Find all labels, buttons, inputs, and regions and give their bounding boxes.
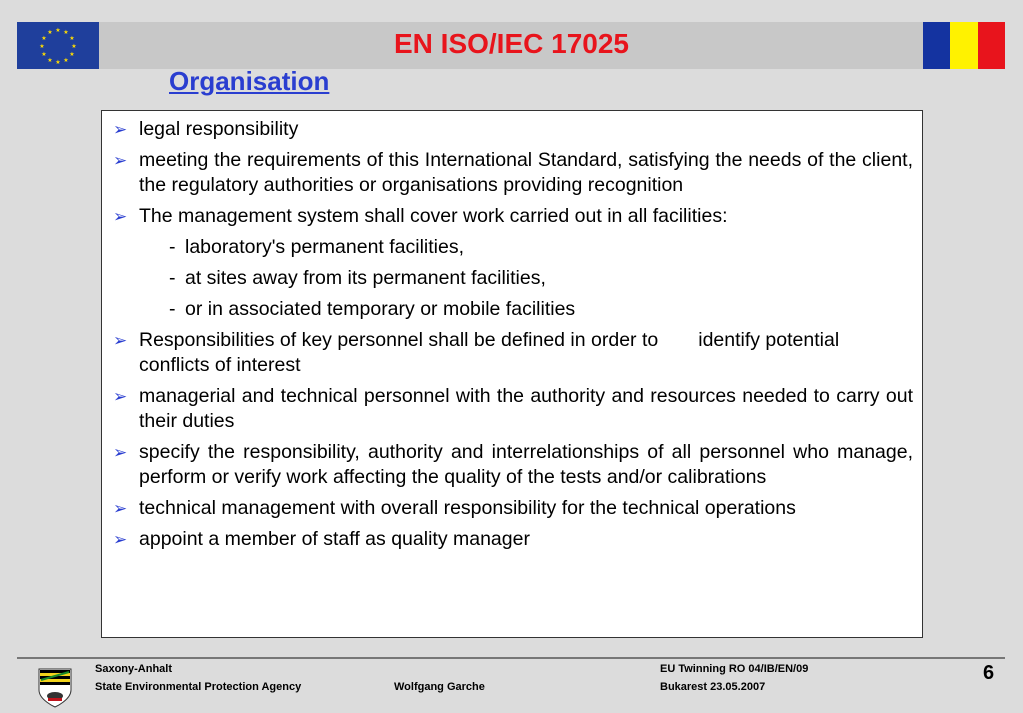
romania-flag-red-stripe (978, 22, 1005, 69)
saxony-anhalt-coat-of-arms-icon (38, 668, 72, 708)
svg-text:★: ★ (69, 51, 75, 58)
bullet-text: appoint a member of staff as quality manager (139, 528, 530, 550)
dash-marker: - (169, 236, 176, 258)
arrow-bullet-icon: ➢ (113, 443, 128, 462)
sub-item-text: or in associated temporary or mobile facilities (185, 298, 576, 320)
arrow-bullet-icon: ➢ (113, 331, 128, 350)
svg-text:★: ★ (47, 57, 53, 64)
bullet-item (111, 527, 913, 552)
svg-text:★: ★ (47, 29, 53, 36)
romania-flag-yellow-stripe (950, 22, 977, 69)
footer-org-name: Saxony-Anhalt (95, 663, 173, 675)
svg-text:★: ★ (39, 43, 45, 50)
eu-flag-icon (17, 22, 99, 69)
eu-flag-stars (17, 22, 99, 69)
sub-item-text: at sites away from its permanent facilities, (185, 267, 546, 289)
arrow-bullet-icon: ➢ (113, 120, 128, 139)
footer-divider (17, 657, 1005, 659)
coat-of-arms-graphic (38, 668, 72, 708)
dash-marker: - (169, 267, 176, 289)
bullet-text: meeting the requirements of this International Standard, satisfying the needs of the client, the regulatory authorities or organisations providing recognition (139, 149, 913, 196)
section-heading: Organisation (169, 66, 330, 96)
arrow-bullet-icon: ➢ (113, 387, 128, 406)
arrow-bullet-icon: ➢ (113, 499, 128, 518)
footer-author: Wolfgang Garche (394, 681, 485, 693)
sub-list-item (111, 266, 913, 291)
arrow-bullet-icon: ➢ (113, 151, 128, 170)
bullet-item (111, 148, 913, 198)
bullet-text: legal responsibility (139, 118, 299, 140)
arrow-bullet-icon: ➢ (113, 530, 128, 549)
romania-flag-icon (923, 22, 1005, 69)
bullet-list (111, 117, 913, 552)
bullet-text: technical management with overall responsibility for the technical operations (139, 497, 796, 519)
svg-text:★: ★ (69, 35, 75, 42)
svg-text:★: ★ (63, 29, 69, 36)
bullet-item (111, 384, 913, 434)
sub-list-item (111, 297, 913, 322)
footer-agency: State Environmental Protection Agency (95, 681, 302, 693)
bullet-text: The management system shall cover work carried out in all facilities: (139, 205, 728, 227)
svg-text:★: ★ (63, 57, 69, 64)
footer-place-date: Bukarest 23.05.2007 (660, 681, 766, 693)
svg-text:★: ★ (55, 59, 61, 66)
arrow-bullet-icon: ➢ (113, 207, 128, 226)
bullet-text: Responsibilities of key personnel shall be defined in order to (139, 329, 659, 351)
bullet-item (111, 204, 913, 229)
svg-text:★: ★ (41, 35, 47, 42)
slide-title: EN ISO/IEC 17025 (393, 28, 629, 59)
bullet-text: managerial and technical personnel with the authority and resources needed to carry out their duties (139, 385, 913, 432)
bullet-text-continuation: identify potential conflicts of interest (139, 329, 840, 376)
svg-text:★: ★ (55, 27, 61, 34)
svg-text:★: ★ (41, 51, 47, 58)
bullet-text: specify the responsibility, authority and interrelationships of all personnel who manage, perform or verify work affecting the quality of the tests and/or calibrations (139, 441, 913, 488)
romania-flag-blue-stripe (923, 22, 950, 69)
bullet-item (111, 328, 913, 378)
bullet-item (111, 117, 913, 142)
dash-marker: - (169, 298, 176, 320)
sub-list-item (111, 235, 913, 260)
sub-item-text: laboratory's permanent facilities, (185, 236, 465, 258)
page-number: 6 (983, 662, 995, 684)
bullet-item (111, 496, 913, 521)
svg-text:★: ★ (71, 43, 77, 50)
footer-project: EU Twinning RO 04/IB/EN/09 (660, 663, 809, 675)
content-box (101, 110, 923, 638)
bullet-item (111, 440, 913, 490)
